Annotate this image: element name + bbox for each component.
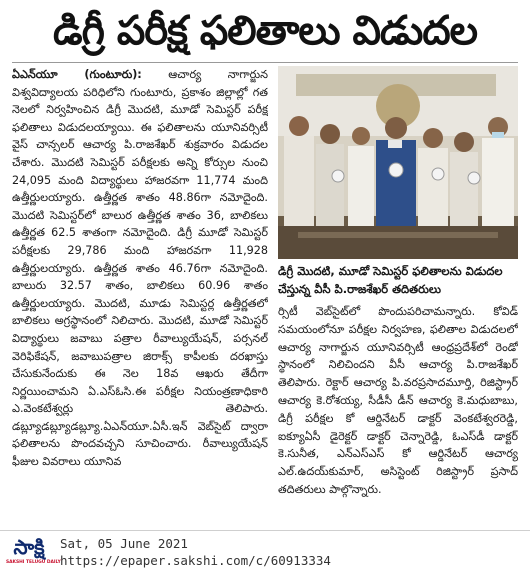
logo-tagline: SAKSHI TELUGU DAILY: [6, 560, 61, 565]
logo-wordmark: సాక్షి: [13, 535, 45, 559]
epaper-link[interactable]: https://epaper.sakshi.com/c/60913334: [60, 553, 331, 568]
headline: డిగ్రీ పరీక్ష ఫలితాలు విడుదల: [53, 8, 477, 54]
publication-date: Sat, 05 June 2021: [60, 536, 188, 551]
news-photo: [278, 66, 518, 259]
group-photo-icon: [278, 66, 518, 259]
photo-caption: డిగ్రీ మొదటి, మూడో సెమిస్టర్‌ ఫలితాలను విడుదల చేస్తున్న వీసీ పి.రాజశేఖర్‌ తదితరులు: [278, 264, 503, 296]
article-body-right: [278, 303, 518, 528]
body-text-right: ర్సిటీ వెబ్‌సైట్‌లో పొందుపరిచామన్నారు. కోవిడ్‌ సమయంలోనూ పరీక్షల నిర్వహణ, ఫలితాల విడుదలలో ఆచార్య నాగార్జున యూనివర్సిటీ ఆంధ్రప్రదేశ్‌లో రెండో స్థానంలో నిలిచిందని వీసీ ఆచార్య పి.రాజశేఖర్‌ తెలిపారు. రెక్టార్‌ ఆచార్య పి.వరప్రసాదమూర్తి, రిజిస్ట్రార్‌ ఆచార్య కె.రోశయ్య, సీడీసీ డీన్‌ ఆచార్య కె.మధుబాబు, డిగ్రీ పరీక్షల కో ఆర్డినేటర్‌ డాక్టర్‌ వెంకటేశ్వరరెడ్డి, ఐక్యూఏసీ డైరెక్టర్‌ డాక్టర్‌ చెన్నారెడ్డి, ఓఎస్‌డీ డాక్టర్‌ కె.సునీత, ఎన్‌ఎస్‌ఎస్‌ కో ఆర్డినేటర్‌ ఆచార్య ఎల్‌.ఉదయ్‌కుమార్, అసిస్టెంట్‌ రిజిస్ట్రార్‌ ప్రసాద్‌ తదితరులు పాల్గొన్నారు.: [278, 305, 518, 496]
footer-bar: [0, 530, 530, 572]
dateline: ఏఎన్‌యూ (గుంటూరు):: [12, 68, 142, 81]
sakshi-logo: [6, 535, 61, 569]
body-text-left: ఆచార్య నాగార్జున విశ్వవిద్యాలయ పరిధిలోని గుంటూరు, ప్రకాశం జిల్లాల్లో గత నెలలో నిర్వహించిన డిగ్రీ మొదటి, మూడో సెమిస్టర్‌ పరీక్ష ఫలితాలు విడుదలయ్యాయి. ఈ ఫలితాలను యూనివర్సిటీ వైస్‌ చాన్సలర్‌ ఆచార్య పి.రాజశేఖర్‌ శుక్రవారం విడుదల చేశారు. మొదటి సెమిస్టర్‌ పరీక్షలకు అన్ని కోర్సుల నుంచి 24,095 మంది విద్యార్థులు హాజరవగా 11,774 మంది ఉత్తీర్ణులయ్యారు. ఉత్తీర్ణత శాతం 48.86గా నమోదైంది. మొదటి సెమిస్టర్‌లో బాలుర ఉత్తీర్ణత శాతం 36, బాలికలు ఉత్తీర్ణత 62.5 శాతంగా నమోదైంది. డిగ్రీ మూడో సెమిస్టర్‌ పరీక్షలకు 29,786 మంది హాజరవగా 11,928 ఉత్తీర్ణులయ్యారు. ఉత్తీర్ణత శాతం 46.76గా నమోదైంది. బాలురు 32.57 శాతం, బాలికలు 60.96 శాతం ఉత్తీర్ణులయ్యారు. మొదటి, మూడు సెమిస్టర్ల ఉత్తీర్ణతలో బాలికలు అగ్రస్థానంలో నిలిచారు. మొదటి, మూడో సెమిస్టర్‌ విద్యార్థులు జవాబు పత్రాల రీవాల్యుయేషన్, పర్సనల్‌ వెరిఫికేషన్, జవాబుపత్రాల జిరాక్స్‌ కాపీలకు దరఖాస్తు చేసుకునేందుకు ఈ నెల 18వ ఆఖరు తేదీగా నిర్ణయించామని ఏ.ఎ‌స్‌ఓ‌సి.ఈ పరీక్షల నియంత్రణాధికారి ఎ.వెంకటేశ్వర్లు తెలిపారు. డబ్ల్యూడబ్ల్యూడబ్ల్యూ.ఏఎన్‌యూ.ఏసీ.ఇన్‌ వెబ్‌సైట్‌ ద్వారా ఫలితాలను పొందవచ్చని సూచించారు. రీవాల్యుయేషన్‌ ఫీజుల వివరాలు యూనివ: [12, 68, 268, 469]
article-paragraph: [12, 66, 268, 471]
article-body-left: [12, 66, 268, 528]
headline-divider: [12, 62, 518, 63]
